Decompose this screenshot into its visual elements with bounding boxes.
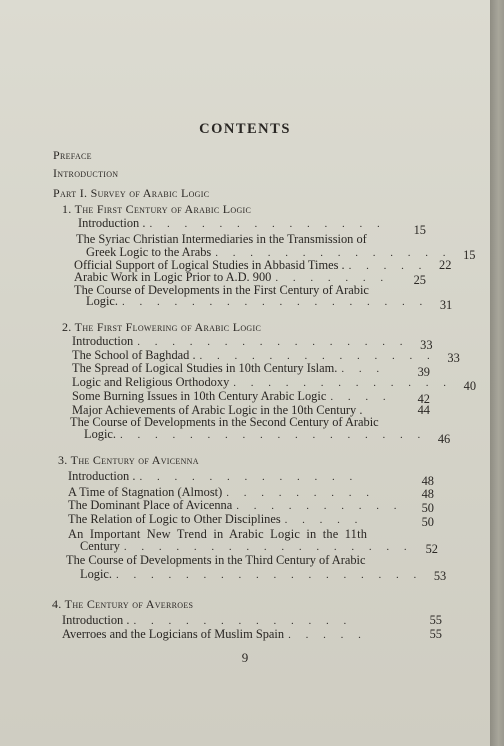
toc-entry: Logic. . . . . . . . . . . . . . . . . . . 46 — [84, 427, 451, 446]
toc-entry: The Spread of Logical Studies in 10th Century Islam. . . . 39 — [72, 361, 430, 379]
entry-title: A Time of Stagnation (Almost) — [68, 485, 223, 499]
entry-page: 48 — [421, 487, 434, 501]
toc-entry: A Time of Stagnation (Almost) . . . . . . . . . 48 — [68, 485, 434, 501]
entry-page: 48 — [421, 474, 434, 488]
entry-page: 46 — [437, 432, 451, 446]
entry-page: 50 — [421, 501, 434, 515]
entry-page: 42 — [417, 392, 430, 406]
entry-title: The Spread of Logical Studies in 10th Century Islam. — [72, 361, 338, 375]
section-2-title: 2. The First Flowering of Arabic Logic — [62, 320, 262, 334]
entry-title: Averroes and the Logicians of Muslim Spain — [62, 627, 285, 641]
part-title: Part I. Survey of Arabic Logic — [53, 186, 210, 200]
entry-title: The Dominant Place of Avicenna — [68, 498, 233, 512]
entry-page: 44 — [417, 403, 430, 417]
contents-heading: CONTENTS — [199, 121, 291, 137]
toc-entry: Introduction . . . . . . . . . . . . . . 55 — [62, 613, 442, 627]
entry-page: 22 — [439, 258, 452, 272]
entry-title: Introduction . — [68, 469, 136, 483]
section-1-title: 1. The First Century of Arabic Logic — [62, 202, 252, 216]
entry-title: Introduction . — [78, 216, 146, 230]
entry-page: 33 — [420, 338, 433, 352]
toc-entry: Official Support of Logical Studies in Abbasid Times . . . . . . 22 — [74, 258, 452, 272]
entry-page: 52 — [425, 542, 438, 556]
entry-title: The School of Baghdad . — [72, 348, 196, 362]
toc-entry: Averroes and the Logicians of Muslim Spain . . . . . 55 — [62, 627, 442, 641]
entry-title: Some Burning Issues in 10th Century Arabic Logic — [72, 389, 327, 403]
toc-entry: Logic. . . . . . . . . . . . . . . . . . . 31 — [86, 294, 453, 312]
entry-title-cont: Greek Logic to the Arabs — [86, 245, 212, 259]
entry-page: 15 — [413, 223, 426, 237]
entry-title: An Important New Trend in Arabic Logic in the 11th — [68, 527, 368, 541]
entry-page: 55 — [429, 613, 442, 627]
entry-title: The Course of Developments in the First Century of Arabic — [74, 283, 369, 297]
section-3-title: 3. The Century of Avicenna — [58, 453, 199, 467]
entry-title: The Course of Developments in the Second Century of Arabic — [70, 415, 379, 429]
toc-entry: Introduction . . . . . . . . . . . . . . 48 — [68, 469, 434, 488]
entry-title-cont: Century — [80, 539, 120, 553]
entry-page: 53 — [433, 569, 447, 583]
entry-page: 39 — [417, 365, 430, 379]
entry-title: Arabic Work in Logic Prior to A.D. 900 — [74, 270, 272, 284]
toc-entry: The School of Baghdad . . . . . . . . . . . . . . . 33 — [72, 348, 460, 365]
section-4-title: 4. The Century of Averroes — [52, 597, 194, 611]
toc-entry: Logic. . . . . . . . . . . . . . . . . . . 53 — [80, 567, 447, 583]
entry-title-cont: Logic. — [80, 567, 112, 581]
entry-page: 40 — [463, 379, 477, 393]
entry-title-cont: Logic. — [84, 427, 116, 441]
toc-entry: The Relation of Logic to Other Disciplines . . . . . 50 — [68, 512, 434, 529]
toc-entry: Logic and Religious Orthodoxy . . . . . . . . . . . . . 40 — [72, 375, 477, 393]
toc-entry: Greek Logic to the Arabs . . . . . . . . . . . . . . 15 — [86, 245, 476, 262]
entry-title-cont: Logic. — [86, 294, 118, 308]
entry-title: Introduction . — [62, 613, 130, 627]
entry-title: The Course of Developments in the Third Century of Arabic — [66, 553, 366, 567]
entry-title: The Relation of Logic to Other Disciplines — [68, 512, 281, 526]
toc-entry: Introduction . . . . . . . . . . . . . . . 15 — [78, 216, 426, 237]
toc-entry: Century . . . . . . . . . . . . . . . . . 52 — [80, 539, 438, 556]
entry-page: 31 — [439, 298, 453, 312]
entry-page: 15 — [463, 248, 476, 262]
toc-entry: Arabic Work in Logic Prior to A.D. 900 . . . . . . . 25 — [74, 270, 426, 287]
entry-page: 55 — [429, 627, 442, 641]
entry-title: Introduction — [72, 334, 134, 348]
book-spine — [490, 0, 504, 746]
page-number: 9 — [241, 650, 249, 665]
entry-title: Major Achievements of Arabic Logic in the 10th Century . — [72, 403, 363, 417]
entry-title: Official Support of Logical Studies in Abbasid Times . — [74, 258, 345, 272]
entry-page: 50 — [421, 515, 434, 529]
toc-entry: Some Burning Issues in 10th Century Arabic Logic . . . . 42 — [72, 389, 430, 406]
preface-entry: Preface — [53, 148, 92, 162]
entry-page: 25 — [413, 273, 426, 287]
introduction-entry: Introduction — [53, 166, 119, 180]
toc-entry: The Dominant Place of Avicenna . . . . . . . . . . 50 — [68, 498, 434, 515]
entry-title: Logic and Religious Orthodoxy — [72, 375, 230, 389]
toc-entry: Introduction . . . . . . . . . . . . . . . . 33 — [72, 334, 433, 352]
entry-page: 33 — [447, 351, 460, 365]
entry-title: The Syriac Christian Intermediaries in the Transmission of — [76, 232, 367, 246]
